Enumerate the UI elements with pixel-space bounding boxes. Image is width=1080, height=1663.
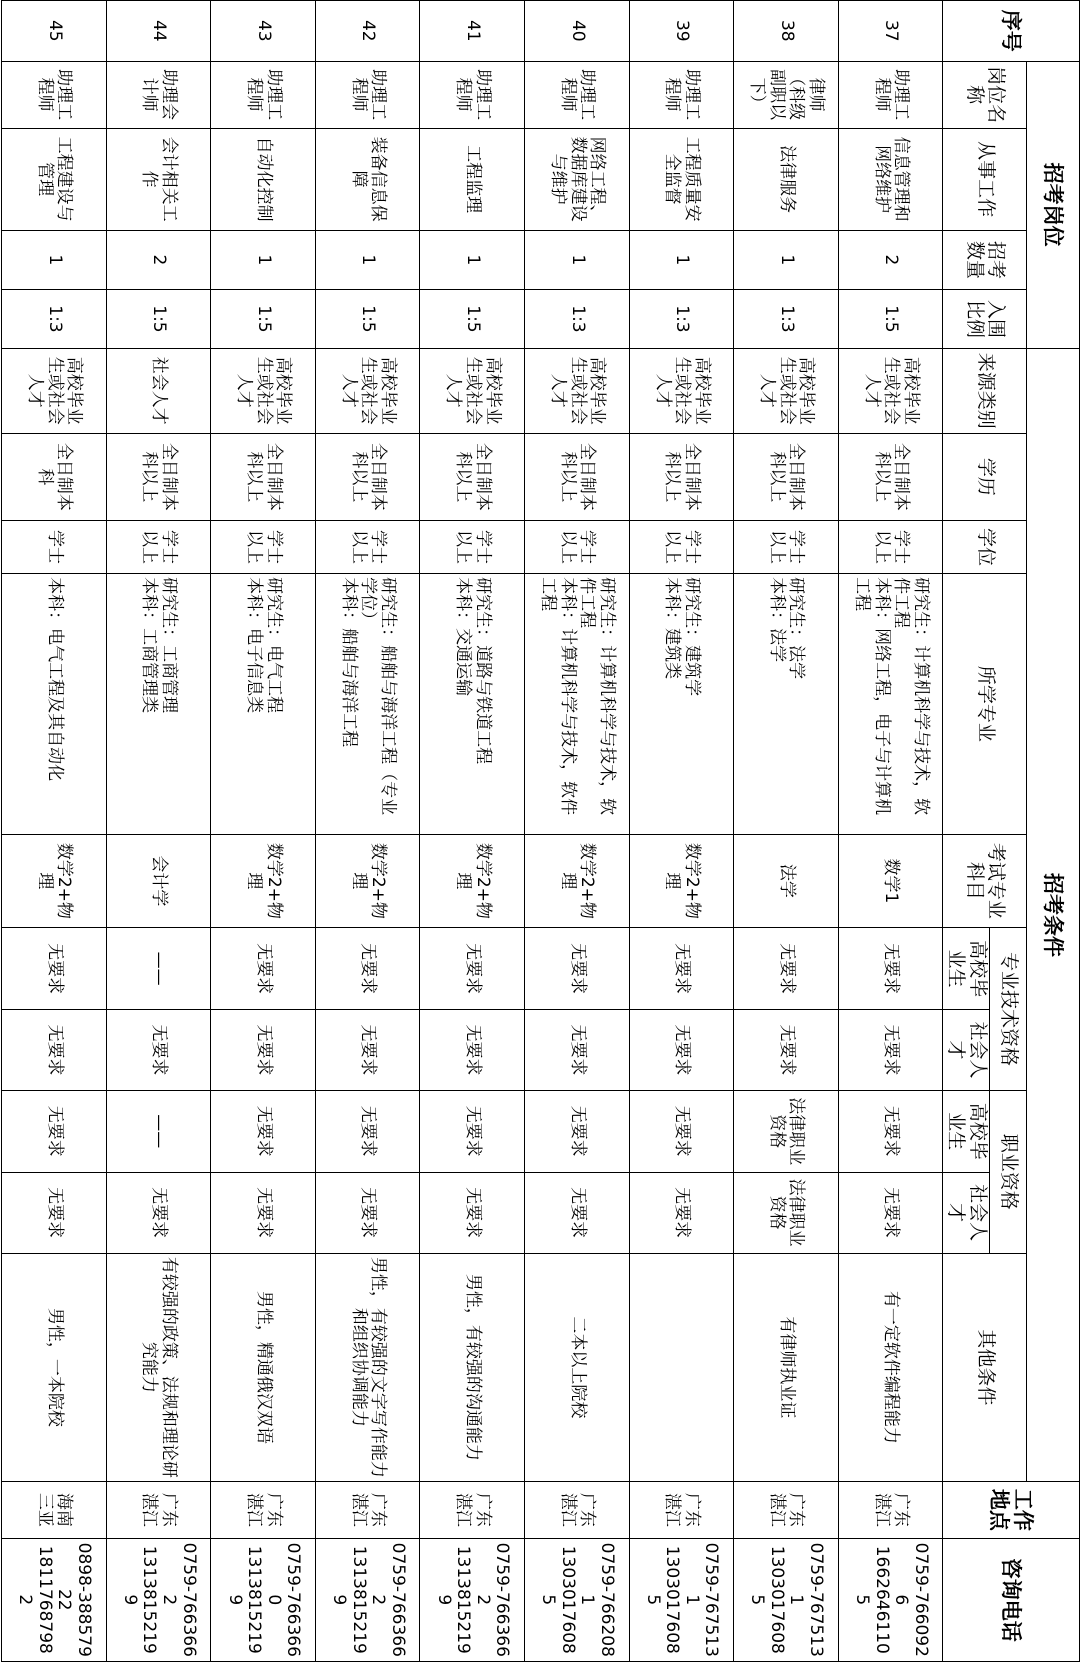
location-cell: 海南三亚: [2, 1482, 107, 1538]
education-cell: 全日制本科以上: [838, 433, 943, 520]
major-line: 本科：船舶与海洋工程: [338, 577, 359, 748]
major-line: 研究生：工商管理: [159, 577, 180, 714]
exam-subject-cell: 数学2+物理: [315, 834, 420, 928]
table-row: [734, 1, 839, 1662]
education-cell: 全日制本科: [2, 433, 107, 520]
source-type-cell: 高校毕业生或社会人才: [420, 348, 525, 433]
recruitment-table: [1, 0, 1080, 1662]
other-conditions-cell: 男性，有较强的沟通能力: [420, 1253, 525, 1482]
interview-ratio-cell: 1:3: [2, 290, 107, 348]
prof-qual-social-cell: 无要求: [838, 1172, 943, 1253]
major-cell: [525, 574, 630, 835]
table-row: [629, 1, 734, 1662]
prof-qual-social-cell: 无要求: [106, 1172, 211, 1253]
phone-number: 13030176085: [642, 1545, 683, 1654]
major-cell: [2, 574, 107, 835]
major-line: 研究生：法学: [786, 577, 807, 680]
phone-number: 0759-7663662: [368, 1542, 408, 1657]
phone-number: 13138152199: [224, 1545, 265, 1654]
other-conditions-cell: 男性，有较强的文字写作能力和组织协调能力: [315, 1253, 420, 1482]
work-content-header: 从事工作: [943, 128, 1027, 230]
source-type-header: 来源类别: [943, 348, 1027, 433]
major-line: 本科：网络工程，电子与计算机工程: [851, 577, 892, 816]
source-type-cell: 高校毕业生或社会人才: [734, 348, 839, 433]
exam-subject-cell: 会计学: [106, 834, 211, 928]
interview-ratio-cell: 1:3: [629, 290, 734, 348]
work-content-cell: 网络工程、数据库建设与维护: [525, 128, 630, 230]
prof-qual-social-cell: 无要求: [525, 1172, 630, 1253]
table-row: [2, 1, 107, 1662]
interview-ratio-cell: 1:5: [838, 290, 943, 348]
major-line: 研究生：计算机科学与技术，软件工程: [891, 577, 931, 816]
other-header: 其他条件: [943, 1253, 1027, 1482]
interview-ratio-cell: 1:5: [420, 290, 525, 348]
recruit-number-cell: 1: [734, 230, 839, 290]
tech-qual-grad-cell: 无要求: [211, 928, 316, 1010]
work-content-cell: 工程监理: [420, 128, 525, 230]
degree-cell: 学士以上: [629, 520, 734, 573]
seq-cell: 37: [838, 1, 943, 62]
exam-subject-cell: 法学: [734, 834, 839, 928]
table-row: [106, 1, 211, 1662]
source-type-cell: 高校毕业生或社会人才: [838, 348, 943, 433]
table-row: [525, 1, 630, 1662]
recruit-number-cell: 2: [838, 230, 943, 290]
exam-subject-cell: 数学2+物理: [629, 834, 734, 928]
degree-cell: 学士以上: [420, 520, 525, 573]
position-name-cell: 律师（科级副职以下）: [734, 61, 839, 128]
prof-qual-social-cell: 无要求: [211, 1172, 316, 1253]
interview-ratio-cell: 1:5: [211, 290, 316, 348]
table-row: [211, 1, 316, 1662]
prof-qual-grad-cell: 无要求: [838, 1090, 943, 1172]
interview-ratio-cell: 1:5: [315, 290, 420, 348]
phone-cell: [629, 1538, 734, 1661]
phone-number: 13138152199: [433, 1545, 474, 1654]
seq-cell: 40: [525, 1, 630, 62]
major-cell: [838, 574, 943, 835]
tech-qual-grad-cell: 无要求: [525, 928, 630, 1010]
major-line: 研究生：计算机科学与技术，软件工程: [577, 577, 617, 816]
prof-qual-grad-cell: 无要求: [2, 1090, 107, 1172]
prof-qual-social-cell: 法律职业资格: [734, 1172, 839, 1253]
location-cell: 广东湛江: [106, 1482, 211, 1538]
position-name-cell: 助理工程师: [838, 61, 943, 128]
exam-subject-cell: 数学2+物理: [2, 834, 107, 928]
tech-qual-social-cell: 无要求: [420, 1010, 525, 1091]
tech-qual-social-cell: 无要求: [315, 1010, 420, 1091]
major-line: 本科：电气工程及其自动化: [44, 577, 65, 782]
prof-qual-grad-cell: 无要求: [211, 1090, 316, 1172]
degree-header: 学位: [943, 520, 1027, 573]
exam-subject-cell: 数学2+物理: [420, 834, 525, 928]
work-content-cell: 法律服务: [734, 128, 839, 230]
location-cell: 广东湛江: [525, 1482, 630, 1538]
tech-qual-social-cell: 无要求: [211, 1010, 316, 1091]
prof-qual-grad-cell: 无要求: [315, 1090, 420, 1172]
other-conditions-cell: 男性，一本院校: [2, 1253, 107, 1482]
recruit-number-cell: 1: [420, 230, 525, 290]
degree-cell: 学士以上: [525, 520, 630, 573]
prof-qual-social-cell: 无要求: [629, 1172, 734, 1253]
phone-number: 18117687982: [15, 1545, 55, 1654]
phone-number: 0759-7662081: [577, 1542, 617, 1657]
education-cell: 全日制本科以上: [106, 433, 211, 520]
position-name-cell: 助理工程师: [420, 61, 525, 128]
other-conditions-cell: [629, 1253, 734, 1482]
recruit-number-cell: 1: [629, 230, 734, 290]
degree-cell: 学士以上: [734, 520, 839, 573]
prof-qual-social-cell: 无要求: [315, 1172, 420, 1253]
work-content-cell: 自动化控制: [211, 128, 316, 230]
other-conditions-cell: 有较强的政策、法规和理论研究能力: [106, 1253, 211, 1482]
major-cell: [420, 574, 525, 835]
table-row: [838, 1, 943, 1662]
prof-qual-social-cell: 无要求: [2, 1172, 107, 1253]
phone-cell: [525, 1538, 630, 1661]
interview-ratio-cell: 1:3: [525, 290, 630, 348]
phone-number: 13138152199: [329, 1545, 369, 1654]
prof-qual-grad-cell: 无要求: [629, 1090, 734, 1172]
phone-number: 0759-7660926: [891, 1542, 931, 1657]
interview-ratio-cell: 1:3: [734, 290, 839, 348]
table-body: [2, 1, 943, 1662]
major-line: 本科：法学: [766, 577, 787, 663]
work-content-cell: 工程建设与管理: [2, 128, 107, 230]
tech-qual-grad-cell: 无要求: [420, 928, 525, 1010]
major-line: 研究生：电气工程: [263, 577, 284, 714]
education-header: 学历: [943, 433, 1027, 520]
prof-social-header: 社会人才: [943, 1172, 990, 1253]
prof-qual-grad-cell: 无要求: [420, 1090, 525, 1172]
source-type-cell: 高校毕业生或社会人才: [2, 348, 107, 433]
conditions-group-header: 招考条件: [1027, 348, 1080, 1482]
other-conditions-cell: 有律师执业证: [734, 1253, 839, 1482]
exam-subject-header: 考试专业科目: [943, 834, 1027, 928]
education-cell: 全日制本科以上: [420, 433, 525, 520]
recruit-number-cell: 1: [2, 230, 107, 290]
seq-cell: 41: [420, 1, 525, 62]
degree-cell: 学士以上: [211, 520, 316, 573]
source-type-cell: 高校毕业生或社会人才: [525, 348, 630, 433]
prof-grad-header: 高校毕业生: [943, 1090, 990, 1172]
degree-cell: 学士以上: [315, 520, 420, 573]
interview-ratio-cell: 1:5: [106, 290, 211, 348]
phone-cell: [734, 1538, 839, 1661]
education-cell: 全日制本科以上: [211, 433, 316, 520]
tech-qual-social-cell: 无要求: [629, 1010, 734, 1091]
position-group-header: 招考岗位: [1027, 61, 1080, 348]
phone-number: 13030176085: [538, 1545, 578, 1654]
tech-qual-social-cell: 无要求: [734, 1010, 839, 1091]
tech-social-header: 社会人才: [943, 1010, 990, 1091]
position-name-cell: 助理工程师: [525, 61, 630, 128]
degree-cell: 学士以上: [838, 520, 943, 573]
tech-qual-social-cell: 无要求: [2, 1010, 107, 1091]
location-cell: 广东湛江: [734, 1482, 839, 1538]
source-type-cell: 社会人才: [106, 348, 211, 433]
tech-qual-social-cell: 无要求: [106, 1010, 211, 1091]
tech-qual-grad-cell: 无要求: [2, 928, 107, 1010]
location-cell: 广东湛江: [838, 1482, 943, 1538]
major-cell: [211, 574, 316, 835]
table-row: [315, 1, 420, 1662]
phone-number: 0759-7675131: [681, 1542, 722, 1657]
phone-header: 咨询电话: [943, 1538, 1080, 1661]
tech-qual-grad-cell: ——: [106, 928, 211, 1010]
location-cell: 广东湛江: [315, 1482, 420, 1538]
seq-cell: 44: [106, 1, 211, 62]
seq-cell: 39: [629, 1, 734, 62]
phone-cell: [211, 1538, 316, 1661]
other-conditions-cell: 有一定软件编程能力: [838, 1253, 943, 1482]
work-content-cell: 工程质量安全监督: [629, 128, 734, 230]
seq-cell: 43: [211, 1, 316, 62]
education-cell: 全日制本科以上: [315, 433, 420, 520]
phone-number: 13030176085: [747, 1545, 787, 1654]
major-line: 研究生：建筑学: [681, 577, 702, 697]
recruit-number-cell: 1: [525, 230, 630, 290]
source-type-cell: 高校毕业生或社会人才: [315, 348, 420, 433]
phone-cell: [315, 1538, 420, 1661]
prof-qual-grad-cell: ——: [106, 1090, 211, 1172]
position-name-header: 岗位名称: [943, 61, 1027, 128]
phone-number: 13138152199: [119, 1545, 160, 1654]
recruit-number-cell: 1: [315, 230, 420, 290]
prof-qual-grad-cell: 无要求: [525, 1090, 630, 1172]
location-cell: 广东湛江: [629, 1482, 734, 1538]
source-type-cell: 高校毕业生或社会人才: [211, 348, 316, 433]
major-line: 本科：计算机科学与技术，软件工程: [538, 577, 578, 816]
phone-number: 0759-7663662: [159, 1542, 199, 1657]
phone-number: 16626461105: [851, 1545, 892, 1654]
exam-subject-cell: 数学2+物理: [525, 834, 630, 928]
education-cell: 全日制本科以上: [525, 433, 630, 520]
recruit-number-cell: 1: [211, 230, 316, 290]
work-content-cell: 会计相关工作: [106, 128, 211, 230]
tech-qual-social-cell: 无要求: [525, 1010, 630, 1091]
phone-number: 0759-7663660: [263, 1542, 304, 1657]
position-name-cell: 助理工程师: [629, 61, 734, 128]
major-line: 研究生：船舶与海洋工程（专业学位）: [358, 577, 398, 816]
major-header: 所学专业: [943, 574, 1027, 835]
other-conditions-cell: 男性，精通俄汉双语: [211, 1253, 316, 1482]
interview-ratio-header: 入围比例: [943, 290, 1027, 348]
phone-cell: [838, 1538, 943, 1661]
phone-number: 0759-7663662: [472, 1542, 513, 1657]
source-type-cell: 高校毕业生或社会人才: [629, 348, 734, 433]
exam-subject-cell: 数学1: [838, 834, 943, 928]
tech-qual-social-cell: 无要求: [838, 1010, 943, 1091]
education-cell: 全日制本科以上: [629, 433, 734, 520]
major-line: 本科：建筑类: [662, 577, 683, 680]
degree-cell: 学士: [2, 520, 107, 573]
work-content-cell: 信息管理和网络维护: [838, 128, 943, 230]
tech-qual-grad-cell: 无要求: [629, 928, 734, 1010]
major-line: 研究生：道路与铁道工程: [472, 577, 493, 765]
major-cell: [106, 574, 211, 835]
seq-cell: 42: [315, 1, 420, 62]
major-cell: [734, 574, 839, 835]
major-line: 本科：工商管理类: [139, 577, 160, 714]
prof-qual-grad-cell: 法律职业资格: [734, 1090, 839, 1172]
phone-cell: [2, 1538, 107, 1661]
degree-cell: 学士以上: [106, 520, 211, 573]
seq-cell: 45: [2, 1, 107, 62]
seq-cell: 38: [734, 1, 839, 62]
tech-qual-grad-cell: 无要求: [315, 928, 420, 1010]
tech-qual-grad-cell: 无要求: [838, 928, 943, 1010]
position-name-cell: 助理会计师: [106, 61, 211, 128]
major-cell: [629, 574, 734, 835]
position-name-cell: 助理工程师: [315, 61, 420, 128]
phone-cell: [106, 1538, 211, 1661]
tech-qual-grad-cell: 无要求: [734, 928, 839, 1010]
location-header: 工作地点: [943, 1482, 1080, 1538]
position-name-cell: 助理工程师: [2, 61, 107, 128]
table-row: [420, 1, 525, 1662]
major-cell: [315, 574, 420, 835]
other-conditions-cell: 二本以上院校: [525, 1253, 630, 1482]
position-name-cell: 助理工程师: [211, 61, 316, 128]
major-line: 本科：电子信息类: [244, 577, 265, 714]
phone-cell: [420, 1538, 525, 1661]
exam-subject-cell: 数学2+物理: [211, 834, 316, 928]
seq-header: 序号: [943, 1, 1080, 62]
recruit-number-header: 招考数量: [943, 230, 1027, 290]
tech-grad-header: 高校毕业生: [943, 928, 990, 1010]
location-cell: 广东湛江: [420, 1482, 525, 1538]
phone-number: 0898-38857922: [54, 1542, 94, 1657]
work-content-cell: 装备信息保障: [315, 128, 420, 230]
prof-qual-header: 职业资格: [990, 1090, 1027, 1253]
education-cell: 全日制本科以上: [734, 433, 839, 520]
major-line: 本科：交通运输: [453, 577, 474, 697]
tech-qual-header: 专业技术资格: [990, 928, 1027, 1091]
recruit-number-cell: 2: [106, 230, 211, 290]
phone-number: 0759-7675131: [786, 1542, 827, 1657]
prof-qual-social-cell: 无要求: [420, 1172, 525, 1253]
location-cell: 广东湛江: [211, 1482, 316, 1538]
